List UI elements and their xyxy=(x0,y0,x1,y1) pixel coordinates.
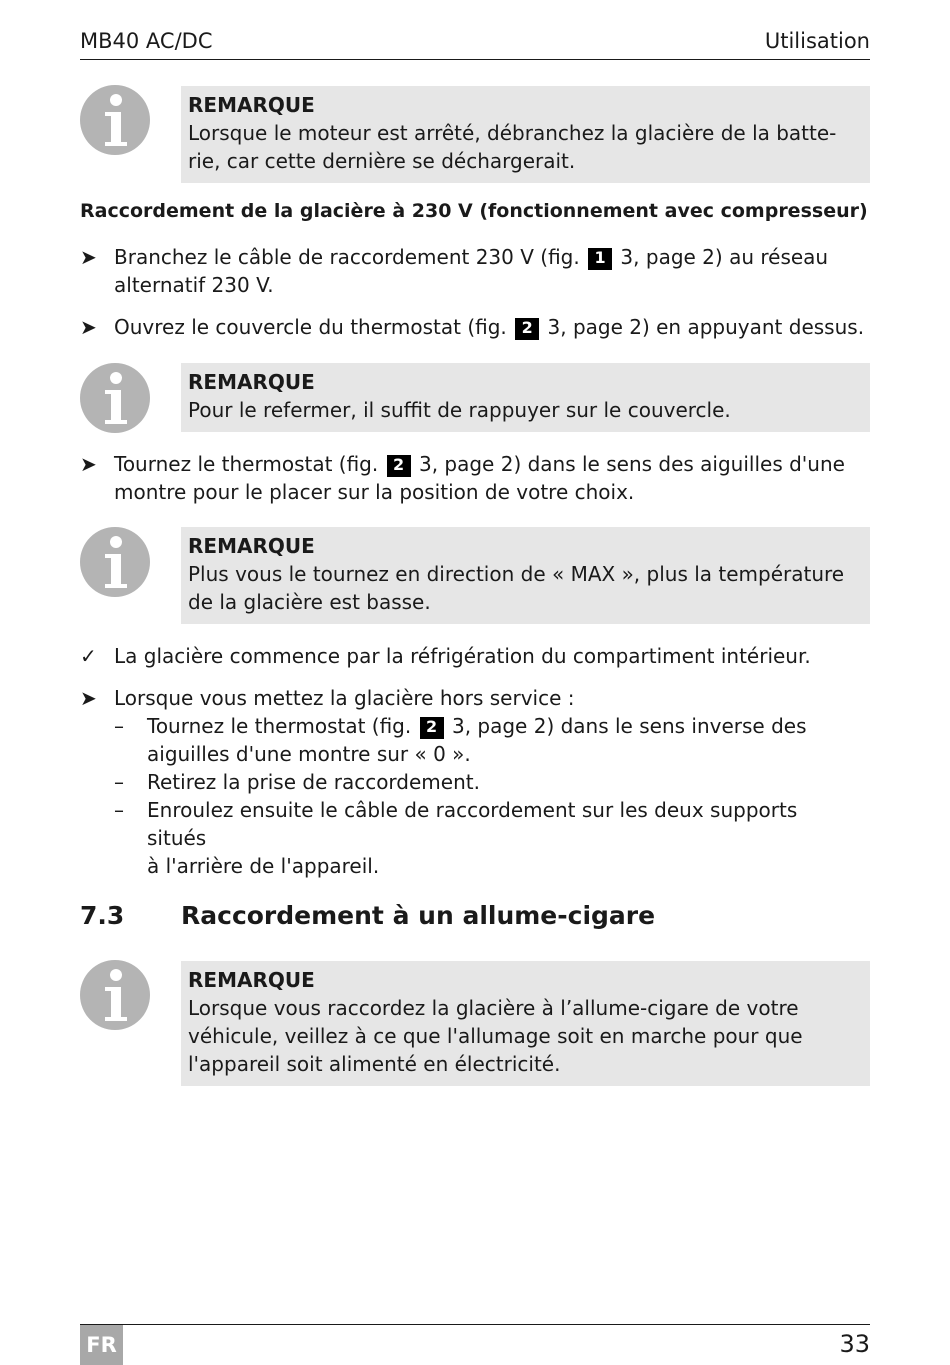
figure-ref-badge: 2 xyxy=(420,717,444,739)
note-box xyxy=(181,363,870,432)
header-divider xyxy=(80,59,870,60)
info-icon xyxy=(80,527,150,597)
step-item xyxy=(80,684,875,878)
note-title: REMARQUE xyxy=(188,370,315,394)
info-icon xyxy=(80,85,150,155)
step-text: Ouvrez le couvercle du thermostat (fig. xyxy=(114,315,514,339)
arrow-bullet-icon: ➤ xyxy=(80,452,97,476)
note-text-line: rie, car cette dernière se déchargerait. xyxy=(188,149,576,173)
info-icon xyxy=(80,960,150,1030)
note-box xyxy=(181,86,870,183)
note-box xyxy=(181,527,870,624)
note-title: REMARQUE xyxy=(188,93,315,117)
sub-step-item xyxy=(80,768,840,796)
step-text: alternatif 230 V. xyxy=(114,273,274,297)
footer-divider xyxy=(80,1324,870,1325)
dash-bullet: – xyxy=(114,770,124,794)
sub-step-text: Retirez la prise de raccordement. xyxy=(147,770,480,794)
note-text-line: Plus vous le tournez en direction de « MAX », plus la température xyxy=(188,562,845,586)
step-item xyxy=(80,450,875,506)
sub-step-text: aiguilles d'une montre sur « 0 ». xyxy=(147,742,471,766)
arrow-bullet-icon: ➤ xyxy=(80,245,97,269)
step-item xyxy=(80,243,875,299)
arrow-bullet-icon: ➤ xyxy=(80,686,97,710)
note-title: REMARQUE xyxy=(188,968,315,992)
sub-step-item xyxy=(80,796,840,880)
step-item xyxy=(80,313,875,341)
note-box xyxy=(181,961,870,1086)
step-text: 3, page 2) dans le sens des aiguilles d'une xyxy=(412,452,845,476)
step-text: 3, page 2) en appuyant dessus. xyxy=(541,315,865,339)
sub-step-text: Tournez le thermostat (fig. xyxy=(147,714,418,738)
note-text-line: Lorsque vous raccordez la glacière à l’allume-cigare de votre xyxy=(188,996,799,1020)
checkmark-icon: ✓ xyxy=(80,644,97,668)
note-title: REMARQUE xyxy=(188,534,315,558)
note-text-line: véhicule, veillez à ce que l'allumage soit en marche pour que xyxy=(188,1024,803,1048)
step-text: montre pour le placer sur la position de votre choix. xyxy=(114,480,635,504)
dash-bullet: – xyxy=(114,798,124,822)
step-text: Lorsque vous mettez la glacière hors service : xyxy=(114,686,575,710)
note-text-line: Lorsque le moteur est arrêté, débranchez la glacière de la batte- xyxy=(188,121,837,145)
note-text-line: Pour le refermer, il suffit de rappuyer sur le couvercle. xyxy=(188,398,731,422)
step-text: 3, page 2) au réseau xyxy=(614,245,829,269)
arrow-bullet-icon: ➤ xyxy=(80,315,97,339)
sub-step-item xyxy=(80,712,840,768)
dash-bullet: – xyxy=(114,714,124,738)
chapter-title: Utilisation xyxy=(764,29,870,53)
section-number: 7.3 xyxy=(80,901,125,930)
sub-step-text: 3, page 2) dans le sens inverse des xyxy=(445,714,807,738)
language-badge: FR xyxy=(80,1325,123,1365)
step-text: Tournez le thermostat (fig. xyxy=(114,452,385,476)
info-icon xyxy=(80,363,150,433)
sub-step-text: à l'arrière de l'appareil. xyxy=(147,854,380,878)
result-text: La glacière commence par la réfrigération du compartiment intérieur. xyxy=(114,644,811,668)
document-model-title: MB40 AC/DC xyxy=(80,29,213,53)
subheading: Raccordement de la glacière à 230 V (fonctionnement avec compresseur) xyxy=(80,200,868,222)
result-item xyxy=(80,642,875,670)
figure-ref-badge: 2 xyxy=(387,455,411,477)
page-number: 33 xyxy=(839,1330,870,1358)
section-title: Raccordement à un allume-cigare xyxy=(181,901,656,930)
sub-step-text: Enroulez ensuite le câble de raccordement sur les deux supports situés xyxy=(147,798,798,850)
note-text-line: l'appareil soit alimenté en électricité. xyxy=(188,1052,561,1076)
figure-ref-badge: 2 xyxy=(515,318,539,340)
note-text-line: de la glacière est basse. xyxy=(188,590,431,614)
figure-ref-badge: 1 xyxy=(588,248,612,270)
step-text: Branchez le câble de raccordement 230 V (fig. xyxy=(114,245,587,269)
